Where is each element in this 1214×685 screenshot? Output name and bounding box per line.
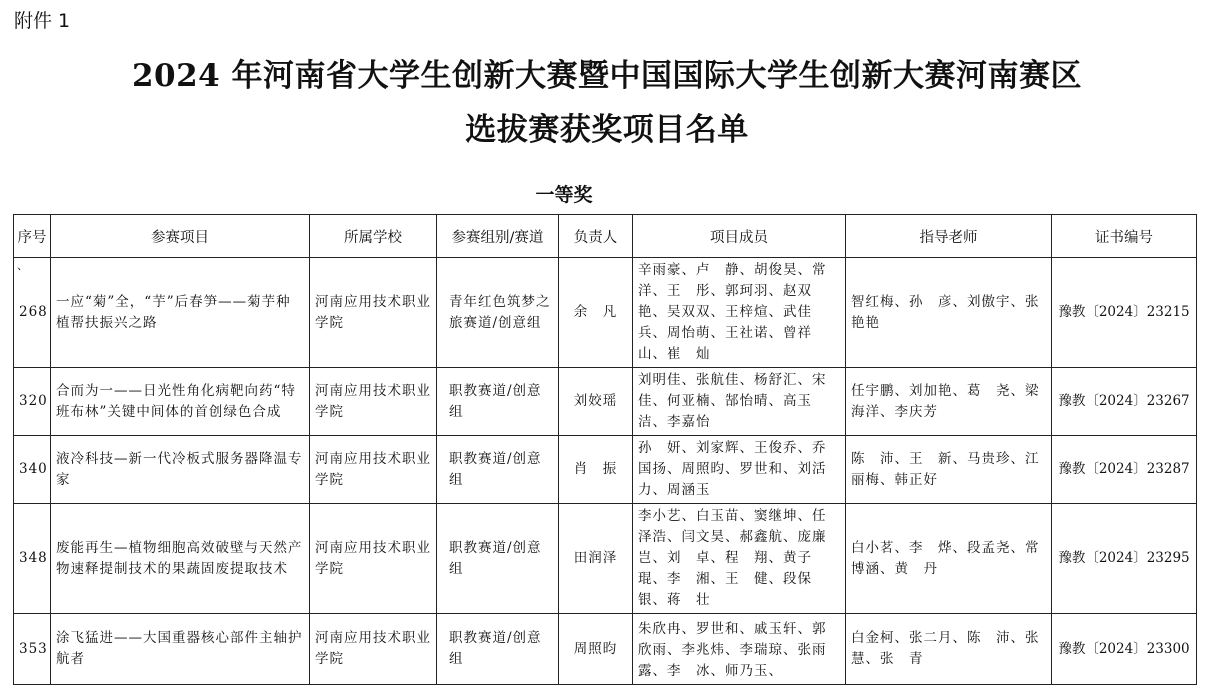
school-name: 河南应用技术职业学院 — [315, 630, 431, 667]
header-leader: 负责人 — [559, 215, 633, 258]
cert-number: 豫教〔2024〕23267 — [1058, 393, 1190, 409]
row-no: 320 — [19, 393, 48, 409]
advisor-list: 任宇鹏、刘加艳、葛 尧、梁海洋、李庆芳 — [851, 382, 1040, 420]
member-list: 孙 妍、刘家辉、王俊乔、乔国扬、周照昀、罗世和、刘活力、周涵玉 — [638, 440, 827, 498]
cell-group — [437, 258, 559, 368]
project-name: 废能再生—植物细胞高效破壁与天然产物速释提制技术的果蔬固废提取技术 — [56, 539, 303, 577]
cert-number: 豫教〔2024〕23287 — [1058, 461, 1190, 477]
group-name: 青年红色筑梦之旅赛道/创意组 — [449, 293, 551, 331]
cell-no — [14, 368, 51, 436]
cell-project — [51, 504, 310, 614]
group-name: 职教赛道/创意组 — [449, 630, 542, 667]
row-no: 268 — [19, 304, 48, 320]
cell-members — [633, 368, 846, 436]
cell-project — [51, 436, 310, 504]
cell-no — [14, 504, 51, 614]
row-mark: 、 — [17, 259, 28, 272]
table-row — [14, 258, 1197, 368]
table-row — [14, 368, 1197, 436]
school-name: 河南应用技术职业学院 — [315, 450, 431, 488]
cell-school — [310, 368, 437, 436]
document-title-line1: 2024 年河南省大学生创新大赛暨中国国际大学生创新大赛河南赛区 — [131, 58, 1083, 94]
table-row — [14, 504, 1197, 614]
cert-number: 豫教〔2024〕23215 — [1058, 304, 1190, 320]
attachment-label: 附件 1 — [14, 10, 71, 32]
cell-members — [633, 614, 846, 685]
document-title-line2: 选拔赛获奖项目名单 — [465, 112, 749, 148]
table-row — [14, 436, 1197, 504]
cell-advisors — [846, 258, 1052, 368]
group-name: 职教赛道/创意组 — [449, 539, 542, 577]
section-title: 一等奖 — [535, 184, 593, 206]
cell-advisors — [846, 436, 1052, 504]
cell-cert — [1052, 614, 1197, 685]
leader-name: 刘姣瑶 — [573, 393, 618, 409]
school-name: 河南应用技术职业学院 — [315, 382, 431, 420]
header-advisors: 指导老师 — [846, 215, 1052, 258]
award-table — [13, 214, 1197, 685]
project-name: 液冷科技—新一代冷板式服务器降温专家 — [56, 450, 303, 488]
cell-project — [51, 258, 310, 368]
cell-leader — [559, 258, 633, 368]
cell-cert — [1052, 368, 1197, 436]
cell-group — [437, 436, 559, 504]
cell-advisors — [846, 504, 1052, 614]
cell-members — [633, 436, 846, 504]
header-cert: 证书编号 — [1052, 215, 1197, 258]
cell-project — [51, 368, 310, 436]
cell-school — [310, 614, 437, 685]
header-members: 项目成员 — [633, 215, 846, 258]
advisor-list: 白金柯、张二月、陈 沛、张 慧、张 青 — [851, 630, 1054, 667]
member-list: 刘明佳、张航佳、杨舒汇、宋 佳、何亚楠、郜怡晴、高玉洁、李嘉怡 — [638, 372, 841, 430]
cert-number: 豫教〔2024〕23300 — [1058, 640, 1190, 657]
member-list: 辛雨豪、卢 静、胡俊昊、常 洋、王 彤、郭珂羽、赵双艳、吴双双、王梓煊、武佳兵、周怡萌、王社诺、曾祥山、崔 灿 — [638, 262, 841, 362]
leader-name: 田润泽 — [573, 550, 618, 566]
cell-leader — [559, 436, 633, 504]
cell-cert — [1052, 436, 1197, 504]
group-name: 职教赛道/创意组 — [449, 382, 542, 420]
cert-number: 豫教〔2024〕23295 — [1058, 550, 1190, 566]
leader-name: 周照昀 — [573, 640, 618, 657]
leader-name: 肖 振 — [573, 461, 618, 477]
leader-name: 余 凡 — [573, 304, 618, 320]
header-project: 参赛项目 — [51, 215, 310, 258]
header-group: 参赛组别/赛道 — [437, 215, 559, 258]
cell-no — [14, 436, 51, 504]
table-header-row — [14, 215, 1197, 258]
project-name: 一应“菊”全，“芋”后春笋——菊芋种植帮扶振兴之路 — [56, 293, 291, 331]
cell-advisors — [846, 368, 1052, 436]
school-name: 河南应用技术职业学院 — [315, 293, 431, 331]
cell-cert — [1052, 504, 1197, 614]
row-no: 353 — [19, 640, 48, 657]
row-no: 348 — [19, 550, 48, 566]
member-list: 朱欣冉、罗世和、戚玉轩、郭欣雨、李兆炜、李瑞琼、张雨露、李 冰、师乃玉、 — [638, 621, 827, 679]
advisor-list: 智红梅、孙 彦、刘傲宇、张艳艳 — [851, 293, 1040, 331]
cell-group — [437, 504, 559, 614]
school-name: 河南应用技术职业学院 — [315, 539, 431, 577]
header-school: 所属学校 — [310, 215, 437, 258]
cell-cert — [1052, 258, 1197, 368]
project-name: 合而为一——日光性角化病靶向药“特班布林”关键中间体的首创绿色合成 — [56, 382, 296, 420]
header-no: 序号 — [14, 215, 51, 258]
cell-group — [437, 614, 559, 685]
cell-members — [633, 258, 846, 368]
table-row — [14, 614, 1197, 685]
cell-no — [14, 258, 51, 368]
group-name: 职教赛道/创意组 — [449, 450, 542, 488]
cell-school — [310, 504, 437, 614]
cell-leader — [559, 614, 633, 685]
advisor-list: 陈 沛、王 新、马贵珍、江丽梅、韩正好 — [851, 450, 1040, 488]
cell-project — [51, 614, 310, 685]
cell-school — [310, 258, 437, 368]
cell-school — [310, 436, 437, 504]
advisor-list: 白小茗、李 烨、段孟尧、常博涵、黄 丹 — [851, 539, 1040, 577]
cell-group — [437, 368, 559, 436]
row-no: 340 — [19, 461, 48, 477]
cell-advisors — [846, 614, 1052, 685]
cell-leader — [559, 504, 633, 614]
cell-no — [14, 614, 51, 685]
member-list: 李小艺、白玉苗、窦继坤、任泽浩、闫文昊、郝鑫航、庞廉岂、刘 卓、程 翔、黄子琨、李 湘、王 健、段保银、蒋 壮 — [638, 508, 827, 608]
project-name: 涂飞猛进——大国重器核心部件主轴护航者 — [56, 630, 303, 667]
cell-leader — [559, 368, 633, 436]
cell-members — [633, 504, 846, 614]
